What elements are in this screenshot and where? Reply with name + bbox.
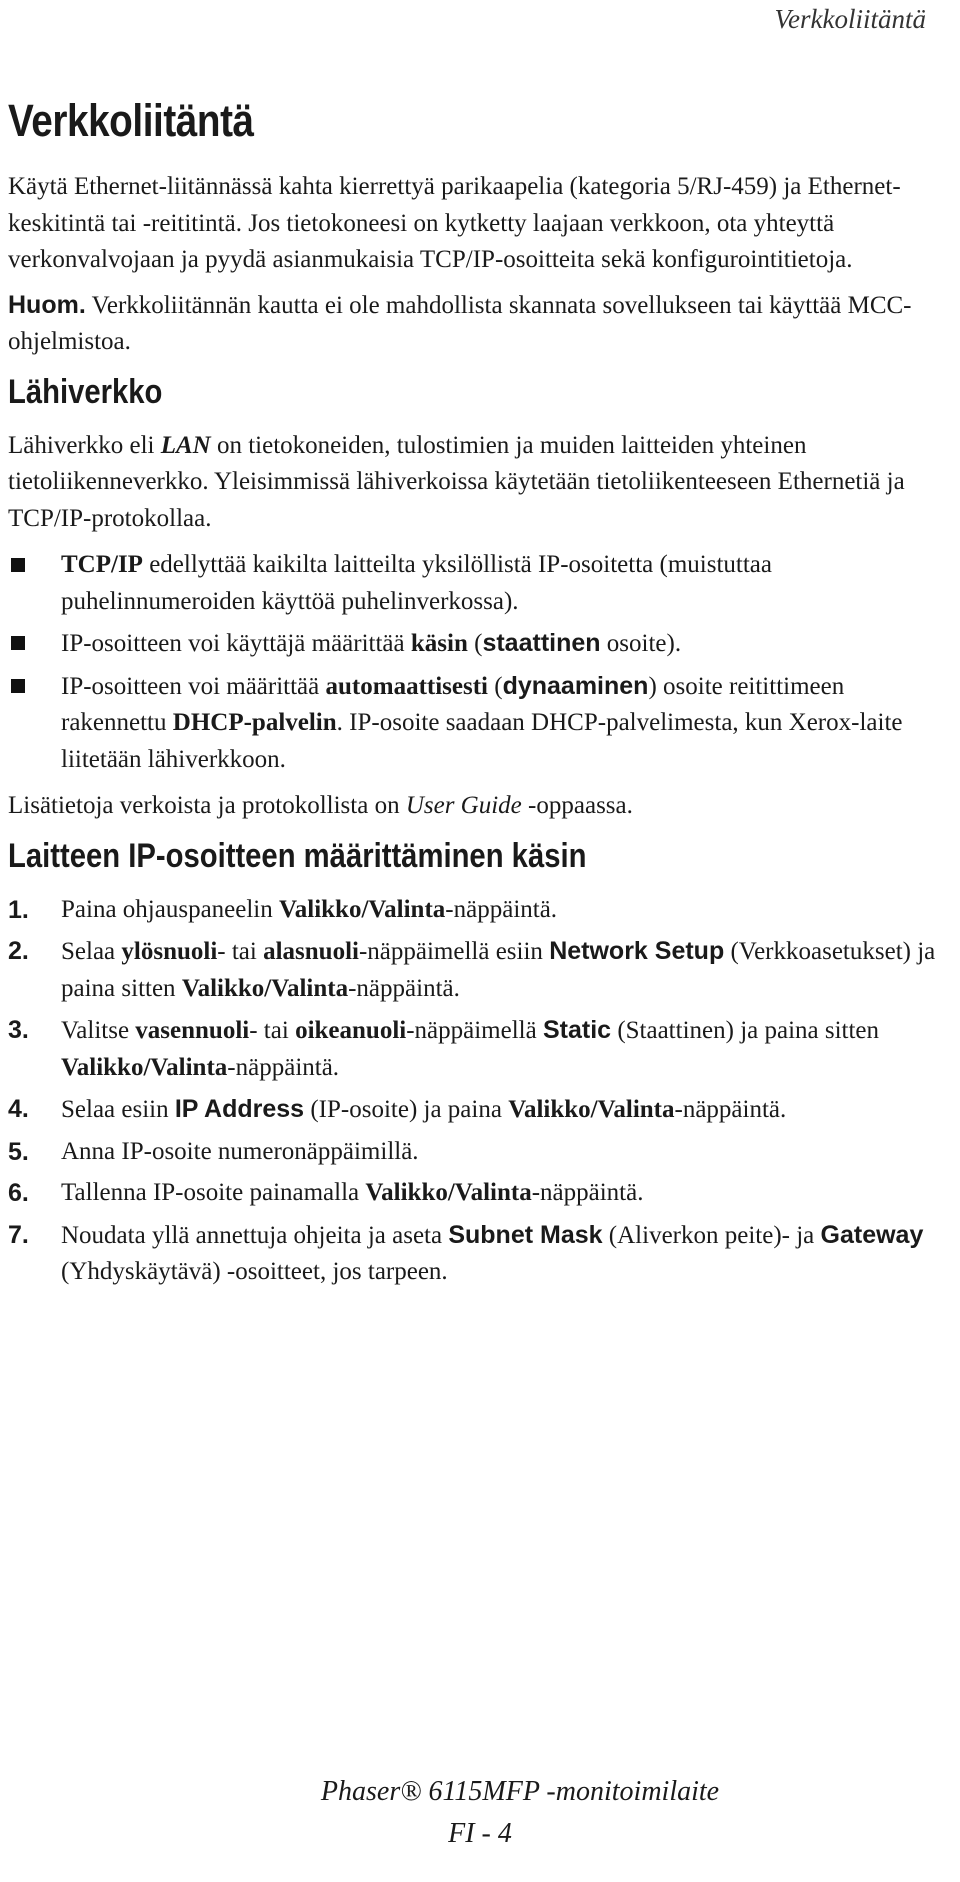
running-header: Verkkoliitäntä bbox=[774, 4, 926, 34]
step-number: 1. bbox=[8, 895, 29, 924]
bullet-square-icon bbox=[11, 679, 25, 693]
step-text: Selaa bbox=[61, 938, 122, 965]
step-text: -näppäimellä bbox=[406, 1017, 543, 1044]
key-name: oikeanuoli bbox=[295, 1017, 407, 1044]
step-text: (Aliverkon peite)- ja bbox=[602, 1221, 821, 1249]
page-title: Verkkoliitäntä bbox=[8, 95, 254, 146]
key-name: Valikko/Valinta bbox=[279, 895, 446, 923]
step-text: - tai bbox=[249, 1017, 296, 1044]
menu-name: IP Address bbox=[174, 1095, 305, 1123]
key-name: Valikko/Valinta bbox=[508, 1096, 675, 1123]
page-content bbox=[8, 95, 948, 1296]
bullet-square-icon bbox=[11, 636, 25, 650]
step-text: (IP-osoite) ja paina bbox=[304, 1096, 509, 1123]
key-name: alasnuoli bbox=[263, 938, 359, 965]
lan-bullet-list bbox=[8, 547, 948, 778]
step-text: -näppäimellä esiin bbox=[358, 938, 550, 965]
bullet-text: ) osoite reitittimeen rakennettu bbox=[61, 672, 845, 736]
list-item bbox=[8, 547, 948, 620]
bullet-text: edellyttää kaikilta laitteilta yksilöllistä IP-osoitetta (muistuttaa puhelinnumeroiden käyttöä puhelinverkossa). bbox=[61, 551, 772, 615]
bold-term: automaattisesti bbox=[325, 672, 488, 700]
step-number: 7. bbox=[8, 1220, 29, 1249]
bullet-text: . IP-osoite saadaan DHCP-palvelimesta, kun Xerox-laite liitetään lähiverkkoon. bbox=[61, 709, 903, 773]
section-heading-lan: Lähiverkko bbox=[8, 372, 163, 411]
note-text: Verkkoliitännän kautta ei ole mahdollista skannata sovellukseen tai käyttää MCC-ohjelmistoa. bbox=[8, 291, 912, 355]
bold-term: käsin bbox=[410, 630, 468, 657]
steps-list bbox=[8, 892, 948, 1291]
note-label: Huom. bbox=[8, 290, 86, 319]
key-name: Valikko/Valinta bbox=[61, 1053, 228, 1081]
step-item bbox=[8, 933, 948, 1007]
step-text: Noudata yllä annettuja ohjeita ja aseta bbox=[61, 1221, 449, 1249]
list-item bbox=[8, 625, 948, 663]
lan-paragraph bbox=[8, 428, 948, 538]
step-text: Tallenna IP-osoite painamalla bbox=[61, 1179, 366, 1206]
footer-page-number: FI - 4 bbox=[448, 1818, 512, 1849]
step-item bbox=[8, 1217, 948, 1291]
step-text: -näppäintä. bbox=[531, 1179, 644, 1206]
step-text: -näppäintä. bbox=[227, 1053, 340, 1081]
key-name: ylösnuoli bbox=[121, 938, 218, 965]
step-number: 2. bbox=[8, 937, 29, 965]
step-text: Valitse bbox=[61, 1017, 136, 1044]
sans-term: dynaaminen bbox=[502, 671, 649, 700]
menu-name: Gateway bbox=[820, 1220, 924, 1249]
step-text: Anna IP-osoite numeronäppäimillä. bbox=[61, 1137, 419, 1165]
key-name: vasennuoli bbox=[135, 1017, 250, 1044]
step-text: (Yhdyskäytävä) -osoitteet, jos tarpeen. bbox=[61, 1258, 448, 1285]
bullet-text: IP-osoitteen voi määrittää bbox=[61, 672, 326, 700]
more-text-b: -oppaassa. bbox=[521, 792, 633, 819]
step-item bbox=[8, 892, 948, 929]
note-paragraph bbox=[8, 287, 948, 361]
menu-name: Subnet Mask bbox=[448, 1220, 603, 1249]
step-text: (Verkkoasetukset) ja paina sitten bbox=[61, 938, 936, 1002]
more-info-paragraph bbox=[8, 788, 948, 825]
step-number: 5. bbox=[8, 1137, 29, 1166]
step-item bbox=[8, 1134, 948, 1171]
step-item bbox=[8, 1012, 948, 1086]
step-text: -näppäintä. bbox=[674, 1096, 787, 1123]
list-item bbox=[8, 668, 948, 779]
step-text: (Staattinen) ja paina sitten bbox=[611, 1017, 880, 1044]
menu-name: Network Setup bbox=[549, 937, 725, 965]
bold-term: TCP/IP bbox=[61, 551, 143, 578]
step-text: -näppäintä. bbox=[445, 895, 558, 923]
step-item bbox=[8, 1091, 948, 1129]
step-text: -näppäintä. bbox=[348, 974, 460, 1002]
step-number: 6. bbox=[8, 1179, 29, 1207]
guide-title: User Guide bbox=[405, 792, 522, 819]
step-number: 4. bbox=[8, 1095, 29, 1123]
step-text: - tai bbox=[217, 938, 264, 965]
step-text: Paina ohjauspaneelin bbox=[61, 895, 279, 923]
sans-term: staattinen bbox=[482, 629, 601, 657]
step-item bbox=[8, 1175, 948, 1212]
bold-term: DHCP-palvelin bbox=[172, 709, 337, 736]
bullet-text: ( bbox=[488, 672, 503, 700]
bullet-text: osoite). bbox=[600, 630, 682, 657]
step-number: 3. bbox=[8, 1016, 29, 1044]
lan-text-b: on tietokoneiden, tulostimien ja muiden laitteiden yhteinen tietoliikenneverkko. Yleisimmissä lähiverkoissa käytetään tietoliikenteeseen Ethernetiä ja TCP/IP-protokollaa. bbox=[8, 431, 905, 532]
lan-text-a: Lähiverkko eli bbox=[8, 431, 161, 459]
key-name: Valikko/Valinta bbox=[181, 974, 349, 1002]
intro-paragraph: Käytä Ethernet-liitännässä kahta kierrettyä parikaapelia (kategoria 5/RJ-459) ja Ethernet-keskitintä tai -reititintä. Jos tietokoneesi on kytketty laajaan verkkoon, ota yhteyttä verkonvalvojaan ja pyydä asianmukaisia TCP/IP-osoitteita sekä konfigurointitietoja. bbox=[8, 173, 901, 273]
section-heading-manual: Laitteen IP-osoitteen määrittäminen käsin bbox=[8, 836, 587, 875]
lan-term: LAN bbox=[160, 431, 211, 459]
step-text: Selaa esiin bbox=[61, 1096, 175, 1123]
footer-product: Phaser® 6115MFP -monitoimilaite bbox=[320, 1776, 720, 1807]
menu-name: Static bbox=[542, 1016, 612, 1044]
more-text-a: Lisätietoja verkoista ja protokollista on bbox=[8, 792, 406, 819]
bullet-text: ( bbox=[467, 630, 483, 657]
key-name: Valikko/Valinta bbox=[365, 1179, 532, 1206]
bullet-square-icon bbox=[11, 558, 25, 572]
bullet-text: IP-osoitteen voi käyttäjä määrittää bbox=[61, 630, 411, 657]
